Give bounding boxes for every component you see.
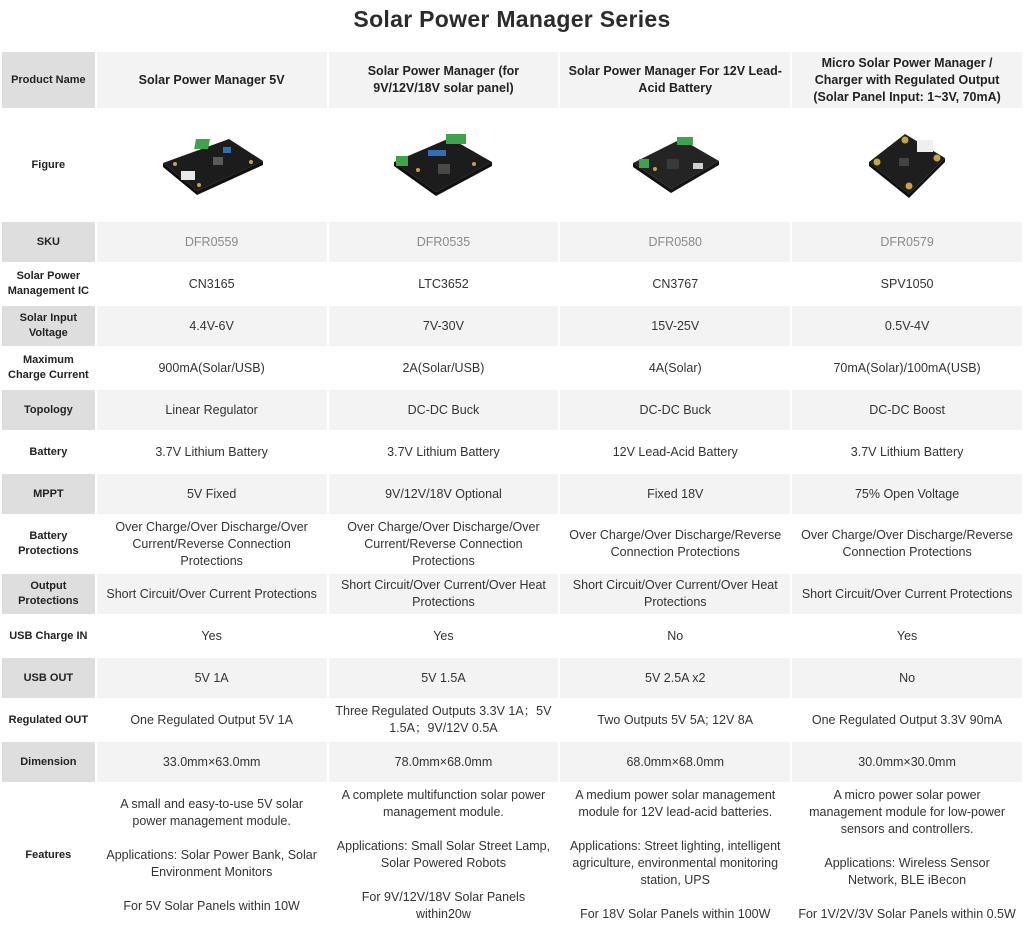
row-label-input-voltage: Solar Input Voltage bbox=[2, 306, 95, 346]
row-features bbox=[2, 784, 1022, 926]
usb-out-cell: 5V 1.5A bbox=[329, 658, 559, 698]
charge-current-cell: 70mA(Solar)/100mA(USB) bbox=[833, 360, 981, 375]
regulated-out-cell: Three Regulated Outputs 3.3V 1A；5V 1.5A；9V/12V 0.5A bbox=[335, 704, 552, 735]
mppt-cell: 5V Fixed bbox=[97, 474, 327, 514]
ic-cell: SPV1050 bbox=[880, 276, 934, 291]
output-protections-cell: Short Circuit/Over Current/Over Heat Protections bbox=[560, 574, 790, 614]
row-label-battery-protections: Battery Protections bbox=[2, 516, 95, 572]
mppt-cell: 75% Open Voltage bbox=[792, 474, 1022, 514]
row-label-topology: Topology bbox=[2, 390, 95, 430]
row-sku bbox=[2, 222, 1022, 262]
product-name-cell: Solar Power Manager (for 9V/12V/18V solar panel) bbox=[329, 52, 559, 108]
usb-charge-in-cell: No bbox=[667, 628, 684, 643]
features-cell bbox=[329, 784, 559, 926]
input-voltage-cell: 4.4V-6V bbox=[97, 306, 327, 346]
sku-cell: DFR0535 bbox=[329, 222, 559, 262]
row-ic bbox=[2, 264, 1022, 304]
row-topology bbox=[2, 390, 1022, 430]
mppt-cell: 9V/12V/18V Optional bbox=[329, 474, 559, 514]
sku-cell: DFR0559 bbox=[97, 222, 327, 262]
battery-cell: 3.7V Lithium Battery bbox=[155, 444, 268, 459]
feature-applications: Applications: Solar Power Bank, Solar Environment Monitors bbox=[106, 847, 317, 879]
product-name-cell: Solar Power Manager For 12V Lead-Acid Battery bbox=[560, 52, 790, 108]
battery-cell: 3.7V Lithium Battery bbox=[387, 444, 500, 459]
row-label-ic: Solar Power Management IC bbox=[2, 264, 95, 304]
output-protections-cell: Short Circuit/Over Current/Over Heat Protections bbox=[329, 574, 559, 614]
row-label-battery: Battery bbox=[2, 432, 95, 472]
row-label-product-name: Product Name bbox=[2, 52, 95, 108]
figure-cell bbox=[97, 110, 327, 220]
row-usb-out bbox=[2, 658, 1022, 698]
input-voltage-cell: 7V-30V bbox=[329, 306, 559, 346]
usb-charge-in-cell: Yes bbox=[896, 628, 918, 643]
row-label-usb-out: USB OUT bbox=[2, 658, 95, 698]
feature-summary: A micro power solar power management module for low-power sensors and controllers. bbox=[809, 788, 1006, 836]
row-label-regulated-out: Regulated OUT bbox=[2, 700, 95, 740]
row-label-sku: SKU bbox=[2, 222, 95, 262]
row-label-figure: Figure bbox=[2, 110, 95, 220]
topology-cell: DC-DC Boost bbox=[792, 390, 1022, 430]
features-cell bbox=[97, 784, 327, 926]
row-regulated-out bbox=[2, 700, 1022, 740]
charge-current-cell: 2A(Solar/USB) bbox=[402, 360, 485, 375]
regulated-out-cell: Two Outputs 5V 5A; 12V 8A bbox=[597, 712, 754, 727]
output-protections-cell: Short Circuit/Over Current Protections bbox=[97, 574, 327, 614]
row-figure bbox=[2, 110, 1022, 220]
dimension-cell: 30.0mm×30.0mm bbox=[792, 742, 1022, 782]
battery-cell: 12V Lead-Acid Battery bbox=[612, 444, 738, 459]
charge-current-cell: 4A(Solar) bbox=[648, 360, 702, 375]
ic-cell: CN3165 bbox=[188, 276, 235, 291]
feature-summary: A small and easy-to-use 5V solar power management module. bbox=[120, 796, 303, 828]
battery-protections-cell: Over Charge/Over Discharge/Over Current/Reverse Connection Protections bbox=[347, 519, 540, 568]
row-label-mppt: MPPT bbox=[2, 474, 95, 514]
feature-panel-spec: For 1V/2V/3V Solar Panels within 0.5W bbox=[798, 907, 1016, 921]
ic-cell: CN3767 bbox=[652, 276, 699, 291]
feature-applications: Applications: Street lighting, intelligent agriculture, environmental monitoring station, UPS bbox=[569, 839, 781, 887]
figure-cell bbox=[329, 110, 559, 220]
row-label-charge-current: Maximum Charge Current bbox=[2, 348, 95, 388]
row-label-features: Features bbox=[2, 784, 95, 926]
row-battery-protections bbox=[2, 516, 1022, 572]
row-charge-current bbox=[2, 348, 1022, 388]
feature-panel-spec: For 18V Solar Panels within 100W bbox=[580, 907, 771, 921]
dimension-cell: 68.0mm×68.0mm bbox=[560, 742, 790, 782]
feature-summary: A medium power solar management module for 12V lead-acid batteries. bbox=[575, 788, 776, 819]
figure-cell bbox=[560, 110, 790, 220]
row-label-output-protections: Output Protections bbox=[2, 574, 95, 614]
output-protections-cell: Short Circuit/Over Current Protections bbox=[792, 574, 1022, 614]
regulated-out-cell: One Regulated Output 5V 1A bbox=[130, 712, 293, 727]
usb-charge-in-cell: Yes bbox=[433, 628, 454, 643]
row-battery bbox=[2, 432, 1022, 472]
usb-out-cell: 5V 2.5A x2 bbox=[560, 658, 790, 698]
board-dfr0580-image bbox=[627, 133, 723, 197]
product-name-cell: Micro Solar Power Manager / Charger with Regulated Output (Solar Panel Input: 1~3V, 70mA) bbox=[792, 52, 1022, 108]
feature-applications: Applications: Wireless Sensor Network, BLE iBecon bbox=[824, 856, 990, 887]
features-cell bbox=[560, 784, 790, 926]
topology-cell: Linear Regulator bbox=[97, 390, 327, 430]
input-voltage-cell: 0.5V-4V bbox=[792, 306, 1022, 346]
feature-panel-spec: For 9V/12V/18V Solar Panels within20w bbox=[361, 890, 526, 921]
usb-charge-in-cell: Yes bbox=[201, 628, 222, 643]
product-name-cell: Solar Power Manager 5V bbox=[97, 52, 327, 108]
mppt-cell: Fixed 18V bbox=[560, 474, 790, 514]
row-product-name bbox=[2, 52, 1022, 108]
battery-protections-cell: Over Charge/Over Discharge/Over Current/Reverse Connection Protections bbox=[115, 519, 308, 568]
topology-cell: DC-DC Buck bbox=[560, 390, 790, 430]
battery-cell: 3.7V Lithium Battery bbox=[850, 444, 964, 459]
battery-protections-cell: Over Charge/Over Discharge/Reverse Connection Protections bbox=[569, 528, 782, 559]
board-dfr0535-image bbox=[388, 130, 498, 200]
sku-cell: DFR0580 bbox=[560, 222, 790, 262]
dimension-cell: 33.0mm×63.0mm bbox=[97, 742, 327, 782]
row-mppt bbox=[2, 474, 1022, 514]
row-input-voltage bbox=[2, 306, 1022, 346]
regulated-out-cell: One Regulated Output 3.3V 90mA bbox=[811, 712, 1003, 727]
figure-cell bbox=[792, 110, 1022, 220]
feature-applications: Applications: Small Solar Street Lamp, Solar Powered Robots bbox=[336, 839, 551, 870]
feature-panel-spec: For 5V Solar Panels within 10W bbox=[123, 898, 300, 913]
ic-cell: LTC3652 bbox=[418, 276, 469, 291]
sku-cell: DFR0579 bbox=[792, 222, 1022, 262]
row-usb-charge-in bbox=[2, 616, 1022, 656]
row-label-dimension: Dimension bbox=[2, 742, 95, 782]
row-output-protections bbox=[2, 574, 1022, 614]
battery-protections-cell: Over Charge/Over Discharge/Reverse Connection Protections bbox=[801, 528, 1014, 559]
dimension-cell: 78.0mm×68.0mm bbox=[329, 742, 559, 782]
board-dfr0579-image bbox=[865, 128, 949, 202]
input-voltage-cell: 15V-25V bbox=[560, 306, 790, 346]
row-dimension bbox=[2, 742, 1022, 782]
spec-comparison-table bbox=[0, 50, 1024, 928]
topology-cell: DC-DC Buck bbox=[329, 390, 559, 430]
feature-summary: A complete multifunction solar power management module. bbox=[341, 788, 546, 819]
charge-current-cell: 900mA(Solar/USB) bbox=[158, 360, 265, 375]
usb-out-cell: 5V 1A bbox=[97, 658, 327, 698]
page-title: Solar Power Manager Series bbox=[353, 6, 671, 32]
row-label-usb-charge-in: USB Charge IN bbox=[2, 616, 95, 656]
board-dfr0559-image bbox=[157, 133, 267, 197]
features-cell bbox=[792, 784, 1022, 926]
usb-out-cell: No bbox=[792, 658, 1022, 698]
